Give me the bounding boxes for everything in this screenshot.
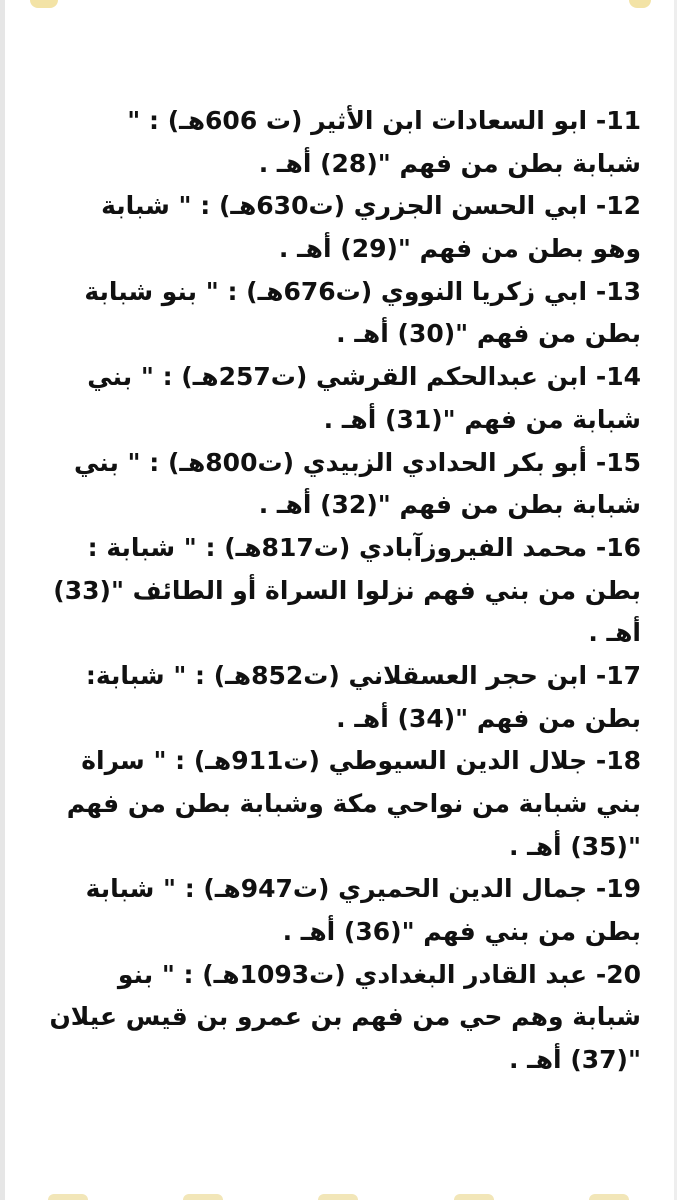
document-body	[34, 100, 641, 1082]
bottom-strip	[0, 1184, 677, 1200]
text-line: 18- جلال الدين السيوطي (ت911هـ) : " سراة	[81, 746, 641, 776]
text-line: 15- أبو بكر الحدادي الزبيدي (ت800هـ) : " بني	[73, 447, 641, 477]
text-line: بطن من بني فهم نزلوا السراة أو الطائف "(33)	[53, 575, 641, 605]
text-line: 12- ابي الحسن الجزري (ت630هـ) : " شبابة	[101, 191, 641, 221]
top-right-mark	[629, 0, 651, 8]
text-line: شبابة بطن من فهم "(28) أهـ .	[258, 148, 641, 178]
text-line: بطن من بني فهم "(36) أهـ .	[282, 917, 641, 947]
text-line: شبابة من فهم "(31) أهـ .	[323, 404, 641, 434]
text-line: 19- جمال الدين الحميري (ت947هـ) : " شبابة	[85, 874, 641, 904]
text-line: 16- محمد الفيروزآبادي (ت817هـ) : " شبابة :	[87, 532, 641, 562]
text-line: أهـ .	[588, 618, 641, 648]
text-line: 17- ابن حجر العسقلاني (ت852هـ) : " شبابة:	[85, 660, 641, 690]
text-line: شبابة بطن من فهم "(32) أهـ .	[258, 490, 641, 520]
text-line: بني شبابة من نواحي مكة وشبابة بطن من فهم	[66, 789, 641, 818]
bottom-mark	[589, 1194, 629, 1200]
bottom-mark	[48, 1194, 88, 1200]
text-line: بطن من فهم "(34) أهـ .	[336, 703, 641, 733]
text-line: 13- ابي زكريا النووي (ت676هـ) : " بنو شبابة	[84, 276, 641, 306]
top-left-mark	[30, 0, 58, 8]
text-line: بطن من فهم "(30) أهـ .	[336, 319, 641, 349]
text-line: وهو بطن من فهم "(29) أهـ .	[278, 234, 641, 264]
text-line: 11- ابو السعادات ابن الأثير (ت 606هـ) : "	[127, 106, 641, 135]
text-line: 20- عبد القادر البغدادي (ت1093هـ) : " بنو	[117, 959, 641, 989]
text-line: شبابة وهم حي من فهم بن عمرو بن قيس عيلان	[49, 1002, 641, 1032]
text-line: 14- ابن عبدالحكم القرشي (ت257هـ) : " بني	[87, 362, 641, 392]
text-line: "(35) أهـ .	[508, 831, 641, 861]
bottom-mark	[183, 1194, 223, 1200]
bottom-mark	[318, 1194, 358, 1200]
text-line: "(37) أهـ .	[508, 1045, 641, 1075]
bottom-mark	[454, 1194, 494, 1200]
left-edge	[0, 0, 5, 1200]
